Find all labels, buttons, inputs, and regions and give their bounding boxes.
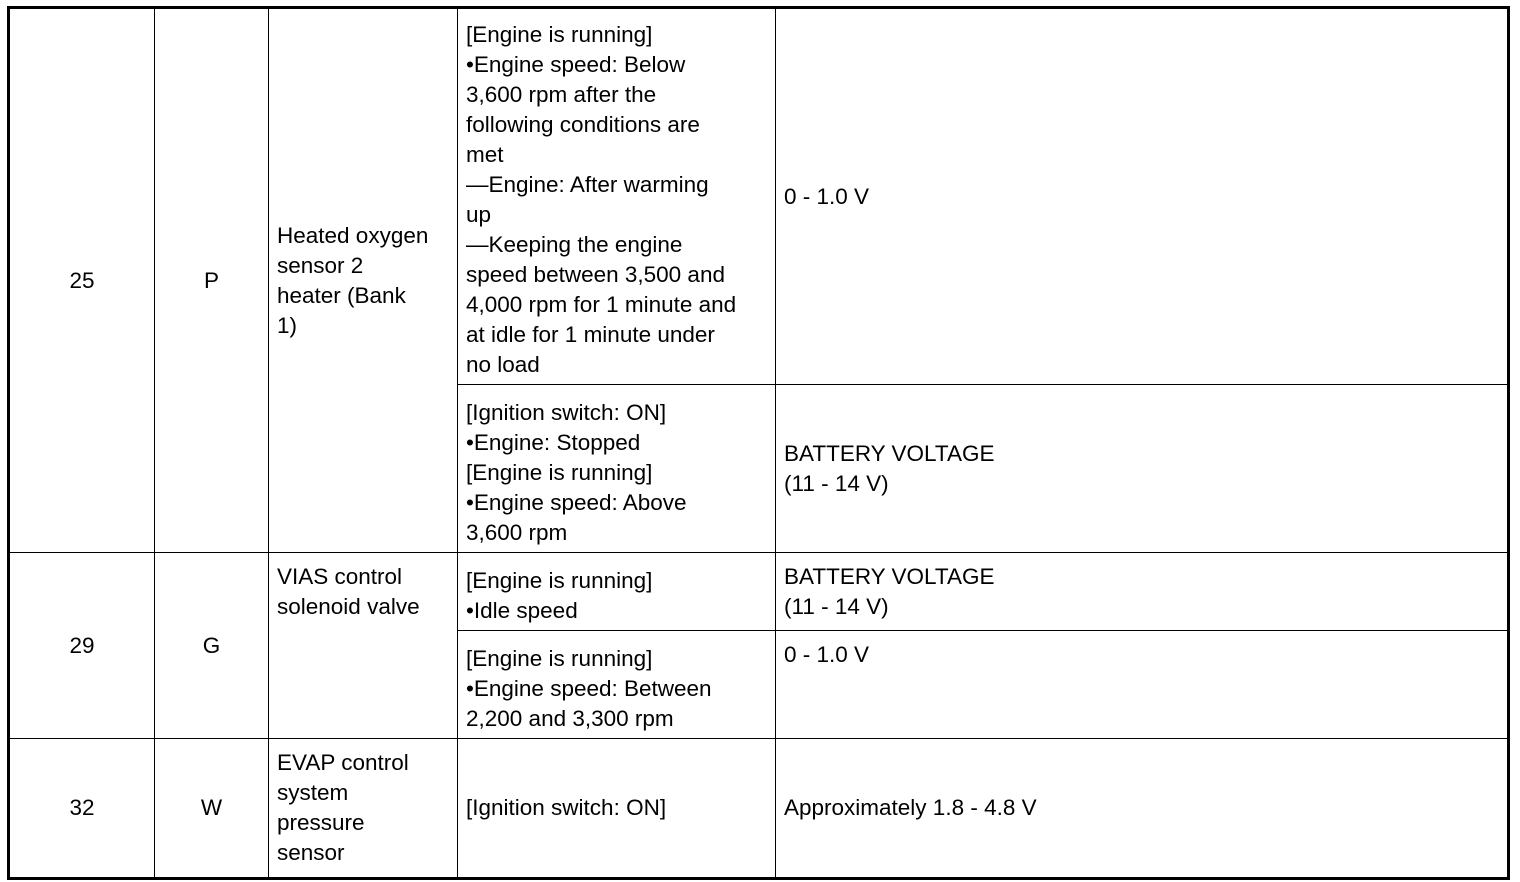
value-line: 0 - 1.0 V [784,183,870,209]
item-line: sensor [277,840,345,865]
condition-line: 2,200 and 3,300 rpm [466,706,674,731]
table-row [9,553,1509,631]
value-line: (11 - 14 V) [784,470,889,496]
condition-cell [458,385,776,553]
condition-line: [Engine is running] [466,646,653,671]
terminal-number: 32 [9,739,155,879]
condition-line: —Keeping the engine [466,231,683,257]
item-line: VIAS control [277,564,403,589]
item-line: Heated oxygen [277,222,429,248]
condition-cell [458,553,776,631]
value-line: 0 - 1.0 V [784,642,870,667]
item-line: EVAP control [277,750,409,775]
condition-line: speed between 3,500 and [466,261,725,287]
condition-line: [Engine is running] [466,460,653,485]
table-row [9,739,1509,879]
condition-line: [Ignition switch: ON] [466,400,667,425]
item-line: heater (Bank [277,282,406,308]
condition-line: following conditions are [466,111,700,137]
condition-line: —Engine: After warming [466,171,709,197]
item-description [269,8,458,553]
condition-line: •Engine: Stopped [466,430,641,455]
value-line: BATTERY VOLTAGE [784,564,995,589]
value-line: (11 - 14 V) [784,594,889,619]
value-line: Approximately 1.8 - 4.8 V [784,795,1037,820]
item-line: sensor 2 [277,252,364,278]
condition-line: [Ignition switch: ON] [466,795,667,820]
wire-color: G [155,553,269,739]
value-cell [776,553,1509,631]
value-cell [776,631,1509,739]
condition-line: [Engine is running] [466,568,653,593]
condition-line: •Engine speed: Above [466,490,687,515]
value-line: BATTERY VOLTAGE [784,440,995,466]
condition-cell [458,631,776,739]
item-line: system [277,780,349,805]
condition-line: •Idle speed [466,598,578,623]
condition-line: 3,600 rpm after the [466,81,657,107]
item-description [269,739,458,879]
condition-cell [458,8,776,385]
terminal-number: 25 [9,8,155,553]
condition-line: up [466,201,492,227]
item-description [269,553,458,739]
condition-line: met [466,141,504,167]
condition-line: •Engine speed: Below [466,51,686,77]
value-cell [776,8,1509,385]
condition-line: •Engine speed: Between [466,676,712,701]
condition-line: 3,600 rpm [466,520,568,545]
condition-line: 4,000 rpm for 1 minute and [466,291,737,317]
item-line: 1) [277,312,298,338]
terminal-number: 29 [9,553,155,739]
condition-line: [Engine is running] [466,21,653,47]
wire-color: P [155,8,269,553]
ecm-terminal-spec-table [7,6,1510,880]
table-row [9,8,1509,385]
item-line: solenoid valve [277,594,420,619]
condition-line: at idle for 1 minute under [466,321,715,347]
condition-cell [458,739,776,879]
wire-color: W [155,739,269,879]
item-line: pressure [277,810,365,835]
value-cell [776,385,1509,553]
condition-line: no load [466,351,540,377]
value-cell [776,739,1509,879]
